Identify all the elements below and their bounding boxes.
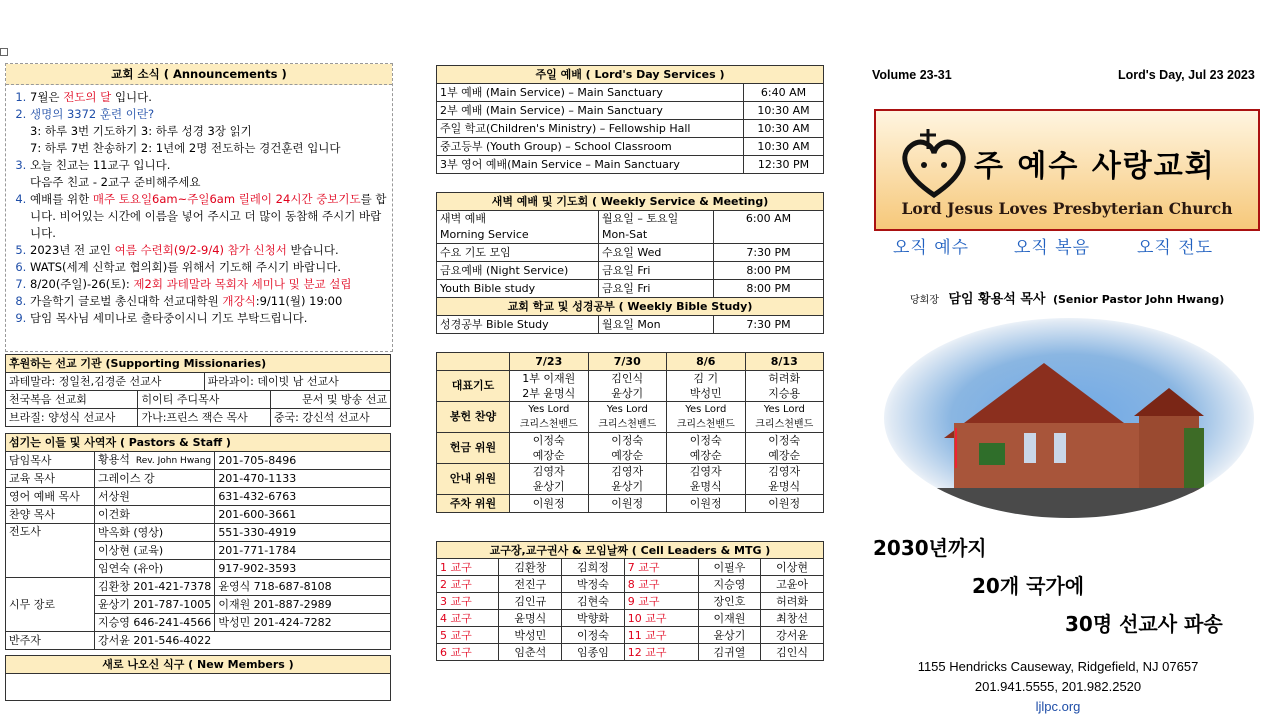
staff-name-text: 이건화 <box>98 507 130 521</box>
study-cell: 7:30 PM <box>714 316 824 334</box>
cell-group: 2 교구 <box>437 576 499 593</box>
announcement-item <box>30 310 392 327</box>
elder-entry: 윤상기 201-787-1005 <box>95 596 215 614</box>
evangelist-phone: 917-902-3593 <box>215 560 391 578</box>
cell-leader: 전진구 <box>499 576 562 593</box>
evangelist-name: 이상현 (교육) <box>95 542 215 560</box>
duty-cell: 이정숙 예장순 <box>745 433 824 464</box>
service-time: 10:30 AM <box>744 138 824 156</box>
announcement-item <box>30 276 392 293</box>
duty-cell: 이원정 <box>745 495 824 513</box>
missionary-cell: 문서 및 방송 선교 <box>270 391 390 409</box>
duty-cell: Yes Lord 크리스천밴드 <box>667 402 746 433</box>
announcement-highlight: 제2회 과테말라 목회자 세미나 및 분교 설립 <box>133 277 352 291</box>
address: 1155 Hendricks Causeway, Ridgefield, NJ 07657 <box>917 659 1199 674</box>
announcement-text: 7월은 <box>30 90 64 104</box>
study-cell: 월요일 Mon <box>599 316 714 334</box>
cell-leader: 이정숙 <box>562 627 625 644</box>
service-time: 10:30 AM <box>744 120 824 138</box>
weekly-title: 새벽 예배 및 기도회 ( Weekly Service & Meeting) <box>437 193 824 211</box>
study-cell: 성경공부 Bible Study <box>437 316 599 334</box>
duty-cell: Yes Lord 크리스천밴드 <box>588 402 667 433</box>
announcements-list <box>6 89 392 327</box>
announcement-text: 2023년 전 교인 <box>30 243 115 257</box>
pastor-english: (Senior Pastor John Hwang) <box>1052 293 1225 306</box>
missionary-cell: 가나:프린스 잭슨 목사 <box>138 409 270 427</box>
cell-group: 3 교구 <box>437 593 499 610</box>
duty-cell: Yes Lord 크리스천밴드 <box>745 402 824 433</box>
missionaries-box <box>5 354 391 427</box>
church-name-korean: 주 예수 사랑교회 <box>974 149 1216 184</box>
cell-leader: 윤상기 <box>698 627 761 644</box>
elder-role: 시무 장로 <box>6 578 95 632</box>
announcement-text: 생명의 3372 훈련 이란? <box>30 107 155 121</box>
announcement-subline: 다음주 친교 - 2교구 준비해주세요 <box>30 175 201 189</box>
staff-name <box>95 470 215 488</box>
duty-cell: 김영자 윤명식 <box>745 464 824 495</box>
staff-role: 담임목사 <box>6 452 95 470</box>
announcement-text: 예배를 위한 <box>30 192 93 206</box>
duty-label: 봉헌 찬양 <box>437 402 510 433</box>
cell-leader: 이상현 <box>761 559 824 576</box>
duty-cell: 이원정 <box>588 495 667 513</box>
staff-phone: 201-705-8496 <box>215 452 391 470</box>
duty-cell: 이원정 <box>667 495 746 513</box>
announcement-item <box>30 106 392 157</box>
missionary-cell: 천국복음 선교회 <box>6 391 138 409</box>
website-link[interactable]: ljlpc.org <box>1035 699 1081 714</box>
study-title: 교회 학교 및 성경공부 ( Weekly Bible Study) <box>437 298 824 316</box>
cell-leader: 지승영 <box>698 576 761 593</box>
weekly-time: 8:00 PM <box>714 262 824 280</box>
cell-leader: 강서윤 <box>761 627 824 644</box>
pastor-line <box>910 288 1224 307</box>
cell-leader: 김희정 <box>562 559 625 576</box>
staff-role: 교육 목사 <box>6 470 95 488</box>
cell-leader: 이필우 <box>698 559 761 576</box>
weekly-day: 월요일 – 토요일 Mon-Sat <box>599 211 714 244</box>
service-time: 10:30 AM <box>744 102 824 120</box>
cell-leader: 김현숙 <box>562 593 625 610</box>
staff-phone: 201-600-3661 <box>215 506 391 524</box>
corner-mark <box>0 48 8 56</box>
cell-leader: 허려화 <box>761 593 824 610</box>
announcement-text: 가을학기 글로벌 총신대학 선교대학원 <box>30 294 223 308</box>
duty-cell: 김인식 윤상기 <box>588 371 667 402</box>
new-members-box <box>5 655 391 701</box>
staff-title: 섬기는 이들 및 사역자 ( Pastors & Staff ) <box>6 434 391 452</box>
cell-leader: 윤명식 <box>499 610 562 627</box>
duty-date: 7/30 <box>588 353 667 371</box>
announcement-text: 를 합니다. 비어있는 시간에 이름을 넣어 주시고 더 많이 동참해 주시기 바랍니다. <box>30 192 387 240</box>
cell-leader: 박정숙 <box>562 576 625 593</box>
duty-cell: 1부 이재원 2부 윤명식 <box>510 371 589 402</box>
elder-entry: 이재원 201-887-2989 <box>215 596 391 614</box>
cell-leader: 김환창 <box>499 559 562 576</box>
organist-entry: 강서윤 201-546-4022 <box>95 632 391 650</box>
staff-name <box>95 488 215 506</box>
cell-leader: 김귀열 <box>698 644 761 661</box>
issue-date: Lord's Day, Jul 23 2023 <box>1118 68 1255 82</box>
cell-group: 1 교구 <box>437 559 499 576</box>
church-building-image <box>884 318 1254 518</box>
staff-role: 찬양 목사 <box>6 506 95 524</box>
staff-phone: 631-432-6763 <box>215 488 391 506</box>
weekly-time: 6:00 AM <box>714 211 824 244</box>
announcement-highlight: 전도의 달 <box>63 90 112 104</box>
duty-cell: 이정숙 예장순 <box>588 433 667 464</box>
duty-cell: 김영자 윤상기 <box>510 464 589 495</box>
staff-name-english: Rev. John Hwang <box>135 456 212 466</box>
duty-date: 8/6 <box>667 353 746 371</box>
duty-cell: 허려화 지승용 <box>745 371 824 402</box>
announcement-text: 담임 목사님 세미나로 출타중이시니 기도 부탁드립니다. <box>30 311 308 325</box>
cell-group: 12 교구 <box>624 644 698 661</box>
missionaries-title: 후원하는 선교 기관 (Supporting Missionaries) <box>6 355 391 373</box>
missionary-cell: 히이티 주디목사 <box>138 391 270 409</box>
announcement-text: 입니다. <box>111 90 152 104</box>
cell-leader: 임종임 <box>562 644 625 661</box>
service-name: 중고등부 (Youth Group) – School Classroom <box>437 138 744 156</box>
evangelist-name: 임연숙 (유아) <box>95 560 215 578</box>
announcement-highlight: 개강식 <box>222 294 256 308</box>
evangelist-phone: 551-330-4919 <box>215 524 391 542</box>
duty-label: 주차 위원 <box>437 495 510 513</box>
staff-box <box>5 433 391 650</box>
staff-name <box>95 452 215 470</box>
evangelist-name: 박옥화 (영상) <box>95 524 215 542</box>
missionary-cell: 과테말라: 정일천,김경준 선교사 <box>6 373 205 391</box>
weekly-day: 금요일 Fri <box>599 262 714 280</box>
announcement-item <box>30 242 392 259</box>
elder-entry: 지승영 646-241-4566 <box>95 614 215 632</box>
announcement-text: 8/20(주일)-26(토): <box>30 277 134 291</box>
evangelist-role: 전도사 <box>6 524 95 578</box>
cell-leader: 장인호 <box>698 593 761 610</box>
weekly-name: Youth Bible study <box>437 280 599 298</box>
vision-line-2: 20개 국가에 <box>972 574 1085 598</box>
weekly-day: 금요일 Fri <box>599 280 714 298</box>
duty-date: 7/23 <box>510 353 589 371</box>
service-name: 주일 학교(Children's Ministry) – Fellowship Hall <box>437 120 744 138</box>
announcement-highlight: 여름 수련회(9/2-9/4) 참가 신청서 <box>114 243 287 257</box>
duty-corner <box>437 353 510 371</box>
announcement-item <box>30 191 392 242</box>
cell-group: 8 교구 <box>624 576 698 593</box>
weekly-time: 7:30 PM <box>714 244 824 262</box>
cell-leader: 김인식 <box>761 644 824 661</box>
announcement-subline: 7: 하루 7번 찬송하기 2: 1년에 2명 전도하는 경건훈련 입니다 <box>30 141 341 155</box>
cell-leader: 김인규 <box>499 593 562 610</box>
staff-phone: 201-470-1133 <box>215 470 391 488</box>
new-members-title: 새로 나오신 식구 ( New Members ) <box>6 656 391 674</box>
staff-name-text: 서상원 <box>98 489 130 503</box>
announcement-item <box>30 259 392 276</box>
service-name: 2부 예배 (Main Service) – Main Sanctuary <box>437 102 744 120</box>
cell-leader: 박성민 <box>499 627 562 644</box>
announcements-title: 교회 소식 ( Announcements ) <box>6 64 392 85</box>
duty-cell: Yes Lord 크리스천밴드 <box>510 402 589 433</box>
motto-2: 오직 복음 <box>1014 238 1091 258</box>
announcement-highlight: 매주 토요일6am~주일6am 릴레이 24시간 중보기도 <box>92 192 361 206</box>
weekly-day: 수요일 Wed <box>599 244 714 262</box>
announcement-item <box>30 89 392 106</box>
cell-leader: 최창선 <box>761 610 824 627</box>
announcements-box <box>5 63 393 352</box>
vision-line-3: 30명 선교사 파송 <box>1065 612 1223 636</box>
cells-title: 교구장,교구권사 & 모임날짜 ( Cell Leaders & MTG ) <box>437 542 824 559</box>
duty-label: 헌금 위원 <box>437 433 510 464</box>
announcement-item <box>30 293 392 310</box>
announcement-text: :9/11(월) 19:00 <box>255 294 343 308</box>
elder-entry: 박성민 201-424-7282 <box>215 614 391 632</box>
weekly-name: 수요 기도 모임 <box>437 244 599 262</box>
services-title: 주일 예배 ( Lord's Day Services ) <box>437 66 824 84</box>
cell-leader: 박향화 <box>562 610 625 627</box>
announcement-item <box>30 157 392 191</box>
announcement-subline: 3: 하루 3번 기도하기 3: 하루 성경 3장 읽기 <box>30 124 252 138</box>
new-members-list <box>6 674 391 701</box>
weekly-name: 금요예배 (Night Service) <box>437 262 599 280</box>
cells-box <box>436 541 824 661</box>
service-name: 3부 영어 예배(Main Service – Main Sanctuary <box>437 156 744 174</box>
elder-entry: 김환창 201-421-7378 <box>95 578 215 596</box>
evangelist-phone: 201-771-1784 <box>215 542 391 560</box>
weekly-time: 8:00 PM <box>714 280 824 298</box>
cell-group: 9 교구 <box>624 593 698 610</box>
missionary-cell: 파라과이: 데이빗 남 선교사 <box>204 373 390 391</box>
announcement-text: WATS(세계 신학교 협의회)를 위해서 기도해 주시기 바랍니다. <box>30 260 341 274</box>
staff-role: 영어 예배 목사 <box>6 488 95 506</box>
staff-name-text: 황용석 <box>98 453 130 466</box>
volume: Volume 23-31 <box>872 68 952 82</box>
services-box <box>436 65 824 174</box>
motto-1: 오직 예수 <box>893 238 970 258</box>
church-photo <box>884 318 1254 518</box>
cell-group: 10 교구 <box>624 610 698 627</box>
staff-name <box>95 506 215 524</box>
elder-entry: 윤영식 718-687-8108 <box>215 578 391 596</box>
weekly-box <box>436 192 824 334</box>
cell-group: 11 교구 <box>624 627 698 644</box>
announcement-text: 오늘 친교는 11교구 입니다. <box>30 158 171 172</box>
church-name-english: Lord Jesus Loves Presbyterian Church <box>901 199 1233 218</box>
cell-leader: 이재원 <box>698 610 761 627</box>
duty-cell: 이원정 <box>510 495 589 513</box>
duty-cell: 이정숙 예장순 <box>510 433 589 464</box>
cell-group: 4 교구 <box>437 610 499 627</box>
cell-group: 5 교구 <box>437 627 499 644</box>
missionary-cell: 중국: 강신석 선교사 <box>270 409 390 427</box>
phones: 201.941.5555, 201.982.2520 <box>974 679 1142 694</box>
missionary-cell: 브라질: 양성식 선교사 <box>6 409 138 427</box>
pastor-prefix: 당회장 <box>910 295 939 306</box>
duty-cell: 김영자 윤명식 <box>667 464 746 495</box>
cell-group: 7 교구 <box>624 559 698 576</box>
staff-name-text: 그레이스 강 <box>98 471 155 485</box>
church-logo-banner <box>874 109 1260 231</box>
announcement-text: 받습니다. <box>286 243 339 257</box>
duty-box <box>436 352 824 513</box>
organist-role: 반주자 <box>6 632 95 650</box>
duty-cell: 이정숙 예장순 <box>667 433 746 464</box>
duty-cell: 김영자 윤상기 <box>588 464 667 495</box>
cell-group: 6 교구 <box>437 644 499 661</box>
duty-cell: 김 기 박성민 <box>667 371 746 402</box>
heart-cross-icon <box>894 125 974 205</box>
cell-leader: 임춘석 <box>499 644 562 661</box>
service-name: 1부 예배 (Main Service) – Main Sanctuary <box>437 84 744 102</box>
duty-date: 8/13 <box>745 353 824 371</box>
weekly-name: 새벽 예배 Morning Service <box>437 211 599 244</box>
service-time: 12:30 PM <box>744 156 824 174</box>
duty-label: 대표기도 <box>437 371 510 402</box>
service-time: 6:40 AM <box>744 84 824 102</box>
cell-leader: 고윤아 <box>761 576 824 593</box>
pastor-name: 담임 황용석 목사 <box>948 292 1046 307</box>
motto-3: 오직 전도 <box>1137 238 1214 258</box>
duty-label: 안내 위원 <box>437 464 510 495</box>
vision-line-1: 2030년까지 <box>873 536 987 560</box>
